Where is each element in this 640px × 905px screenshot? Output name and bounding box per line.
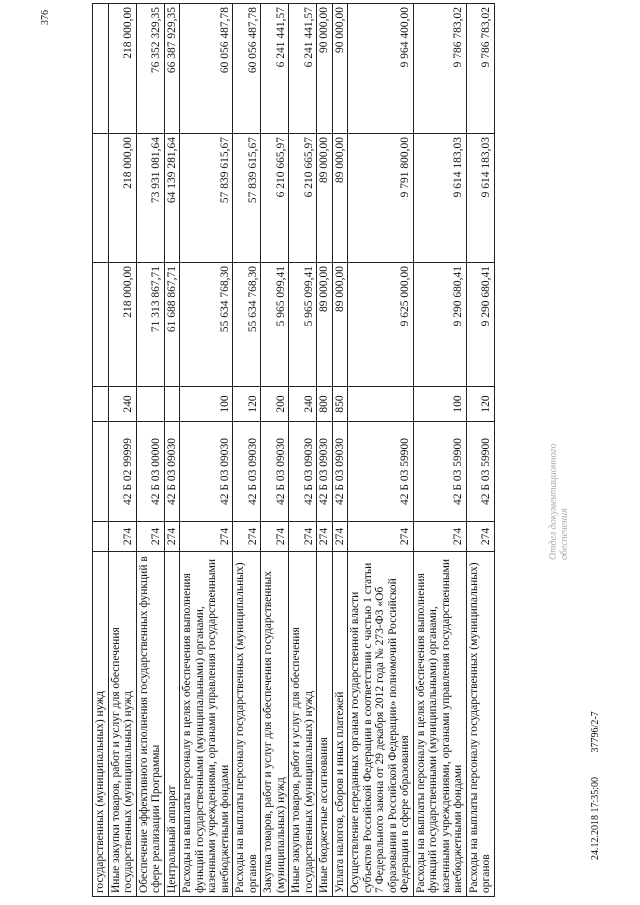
table-row — [108, 4, 136, 897]
footer-timestamp: 24.12.2018 17:35:00 — [590, 776, 601, 860]
table-row — [261, 4, 289, 897]
table-body — [93, 4, 495, 897]
expense-type-cell — [93, 387, 109, 422]
amount-year1-cell: 5 965 099,41 — [289, 263, 317, 387]
target-article-cell: 42 Б 03 09030 — [233, 422, 261, 522]
amount-year2-cell — [93, 134, 109, 263]
target-article-cell — [93, 422, 109, 522]
row-name-cell: Расходы на выплаты персоналу в целях обеспечения выполнения функций государственными (муниципальными) органами, казенными учреждениями, органами управления государственными внебюджетными фондами — [413, 552, 466, 897]
amount-year2-cell: 64 139 281,64 — [164, 134, 180, 263]
amount-year2-cell: 6 210 665,97 — [289, 134, 317, 263]
expense-type-cell: 100 — [180, 387, 233, 422]
department-stamp — [548, 443, 570, 560]
amount-year3-cell: 66 387 929,35 — [164, 4, 180, 134]
amount-year2-cell: 9 791 800,00 — [348, 134, 414, 263]
amount-year2-cell: 6 210 665,97 — [261, 134, 289, 263]
amount-year1-cell: 55 634 768,30 — [233, 263, 261, 387]
expense-type-cell: 120 — [466, 387, 494, 422]
amount-year2-cell: 89 000,00 — [332, 134, 348, 263]
table-row — [289, 4, 317, 897]
admin-code-cell: 274 — [180, 522, 233, 552]
budget-table — [92, 3, 495, 897]
amount-year3-cell: 76 352 329,35 — [136, 4, 164, 134]
admin-code-cell: 274 — [164, 522, 180, 552]
table-row — [93, 4, 109, 897]
expense-type-cell: 100 — [413, 387, 466, 422]
admin-code-cell: 274 — [233, 522, 261, 552]
amount-year1-cell: 61 688 867,71 — [164, 263, 180, 387]
amount-year1-cell: 89 000,00 — [317, 263, 333, 387]
amount-year2-cell: 218 000,00 — [108, 134, 136, 263]
expense-type-cell: 240 — [289, 387, 317, 422]
amount-year1-cell: 218 000,00 — [108, 263, 136, 387]
target-article-cell: 42 Б 03 09030 — [164, 422, 180, 522]
target-article-cell: 42 Б 03 59900 — [413, 422, 466, 522]
page-footer — [590, 689, 601, 860]
footer-document-id: 37796/2-7 — [590, 711, 601, 753]
target-article-cell: 42 Б 02 99999 — [108, 422, 136, 522]
table-row — [332, 4, 348, 897]
expense-type-cell — [136, 387, 164, 422]
amount-year3-cell — [93, 4, 109, 134]
admin-code-cell: 274 — [332, 522, 348, 552]
page-number: 376 — [40, 10, 51, 25]
amount-year1-cell: 9 625 000,00 — [348, 263, 414, 387]
amount-year3-cell: 9 786 783,02 — [413, 4, 466, 134]
amount-year2-cell: 9 614 183,03 — [466, 134, 494, 263]
target-article-cell: 42 Б 03 09030 — [180, 422, 233, 522]
table-row — [413, 4, 466, 897]
expense-type-cell: 800 — [317, 387, 333, 422]
amount-year1-cell: 89 000,00 — [332, 263, 348, 387]
expense-type-cell — [348, 387, 414, 422]
table-row — [317, 4, 333, 897]
table-row — [233, 4, 261, 897]
expense-type-cell: 850 — [332, 387, 348, 422]
target-article-cell: 42 Б 03 09030 — [317, 422, 333, 522]
target-article-cell: 42 Б 03 59900 — [348, 422, 414, 522]
table-row — [136, 4, 164, 897]
admin-code-cell: 274 — [466, 522, 494, 552]
admin-code-cell: 274 — [289, 522, 317, 552]
stamp-line-1: Отдел документационного — [548, 443, 559, 560]
expense-type-cell — [164, 387, 180, 422]
amount-year3-cell: 6 241 441,57 — [289, 4, 317, 134]
target-article-cell: 42 Б 03 59900 — [466, 422, 494, 522]
row-name-cell: государственных (муниципальных) нужд — [93, 552, 109, 897]
amount-year3-cell: 9 786 783,02 — [466, 4, 494, 134]
amount-year2-cell: 57 839 615,67 — [233, 134, 261, 263]
amount-year3-cell: 9 964 400,00 — [348, 4, 414, 134]
target-article-cell: 42 Б 03 09030 — [261, 422, 289, 522]
table-row — [466, 4, 494, 897]
row-name-cell: Расходы на выплаты персоналу государственных (муниципальных) органов — [233, 552, 261, 897]
amount-year3-cell: 90 000,00 — [332, 4, 348, 134]
admin-code-cell: 274 — [261, 522, 289, 552]
amount-year1-cell: 55 634 768,30 — [180, 263, 233, 387]
row-name-cell: Закупка товаров, работ и услуг для обеспечения государственных (муниципальных) нужд — [261, 552, 289, 897]
amount-year2-cell: 57 839 615,67 — [180, 134, 233, 263]
row-name-cell: Иные закупки товаров, работ и услуг для обеспечения государственных (муниципальных) нужд — [108, 552, 136, 897]
amount-year1-cell: 9 290 680,41 — [413, 263, 466, 387]
admin-code-cell: 274 — [413, 522, 466, 552]
admin-code-cell: 274 — [108, 522, 136, 552]
table-row — [164, 4, 180, 897]
target-article-cell: 42 Б 03 09030 — [289, 422, 317, 522]
row-name-cell: Осуществление переданных органам государственной власти субъектов Российской Федерации в соответствии с частью 1 статьи 7 Федерального закона от 29 декабря 2012 года № 273-ФЗ «Об образовании в Российской Федерации» полномочий Российской Федерации в сфере образования — [348, 552, 414, 897]
amount-year3-cell: 60 056 487,78 — [180, 4, 233, 134]
table-row — [348, 4, 414, 897]
expense-type-cell: 120 — [233, 387, 261, 422]
row-name-cell: Обеспечение эффективного исполнения государственных функций в сфере реализации Программы — [136, 552, 164, 897]
amount-year1-cell: 5 965 099,41 — [261, 263, 289, 387]
amount-year1-cell: 71 313 867,71 — [136, 263, 164, 387]
table-row — [180, 4, 233, 897]
amount-year3-cell: 218 000,00 — [108, 4, 136, 134]
amount-year3-cell: 6 241 441,57 — [261, 4, 289, 134]
amount-year1-cell — [93, 263, 109, 387]
amount-year2-cell: 89 000,00 — [317, 134, 333, 263]
admin-code-cell: 274 — [317, 522, 333, 552]
expense-type-cell: 200 — [261, 387, 289, 422]
amount-year2-cell: 73 931 081,64 — [136, 134, 164, 263]
expense-type-cell: 240 — [108, 387, 136, 422]
row-name-cell: Уплата налогов, сборов и иных платежей — [332, 552, 348, 897]
admin-code-cell: 274 — [348, 522, 414, 552]
row-name-cell: Иные закупки товаров, работ и услуг для обеспечения государственных (муниципальных) нужд — [289, 552, 317, 897]
stamp-line-2: обеспечения — [559, 508, 570, 560]
row-name-cell: Центральный аппарат — [164, 552, 180, 897]
target-article-cell: 42 Б 03 00000 — [136, 422, 164, 522]
admin-code-cell: 274 — [136, 522, 164, 552]
row-name-cell: Расходы на выплаты персоналу государственных (муниципальных) органов — [466, 552, 494, 897]
admin-code-cell — [93, 522, 109, 552]
amount-year1-cell: 9 290 680,41 — [466, 263, 494, 387]
amount-year2-cell: 9 614 183,03 — [413, 134, 466, 263]
amount-year3-cell: 90 000,00 — [317, 4, 333, 134]
row-name-cell: Иные бюджетные ассигнования — [317, 552, 333, 897]
amount-year3-cell: 60 056 487,78 — [233, 4, 261, 134]
target-article-cell: 42 Б 03 09030 — [332, 422, 348, 522]
row-name-cell: Расходы на выплаты персоналу в целях обеспечения выполнения функций государственными (муниципальными) органами, казенными учреждениями, органами управления государственными внебюджетными фондами — [180, 552, 233, 897]
